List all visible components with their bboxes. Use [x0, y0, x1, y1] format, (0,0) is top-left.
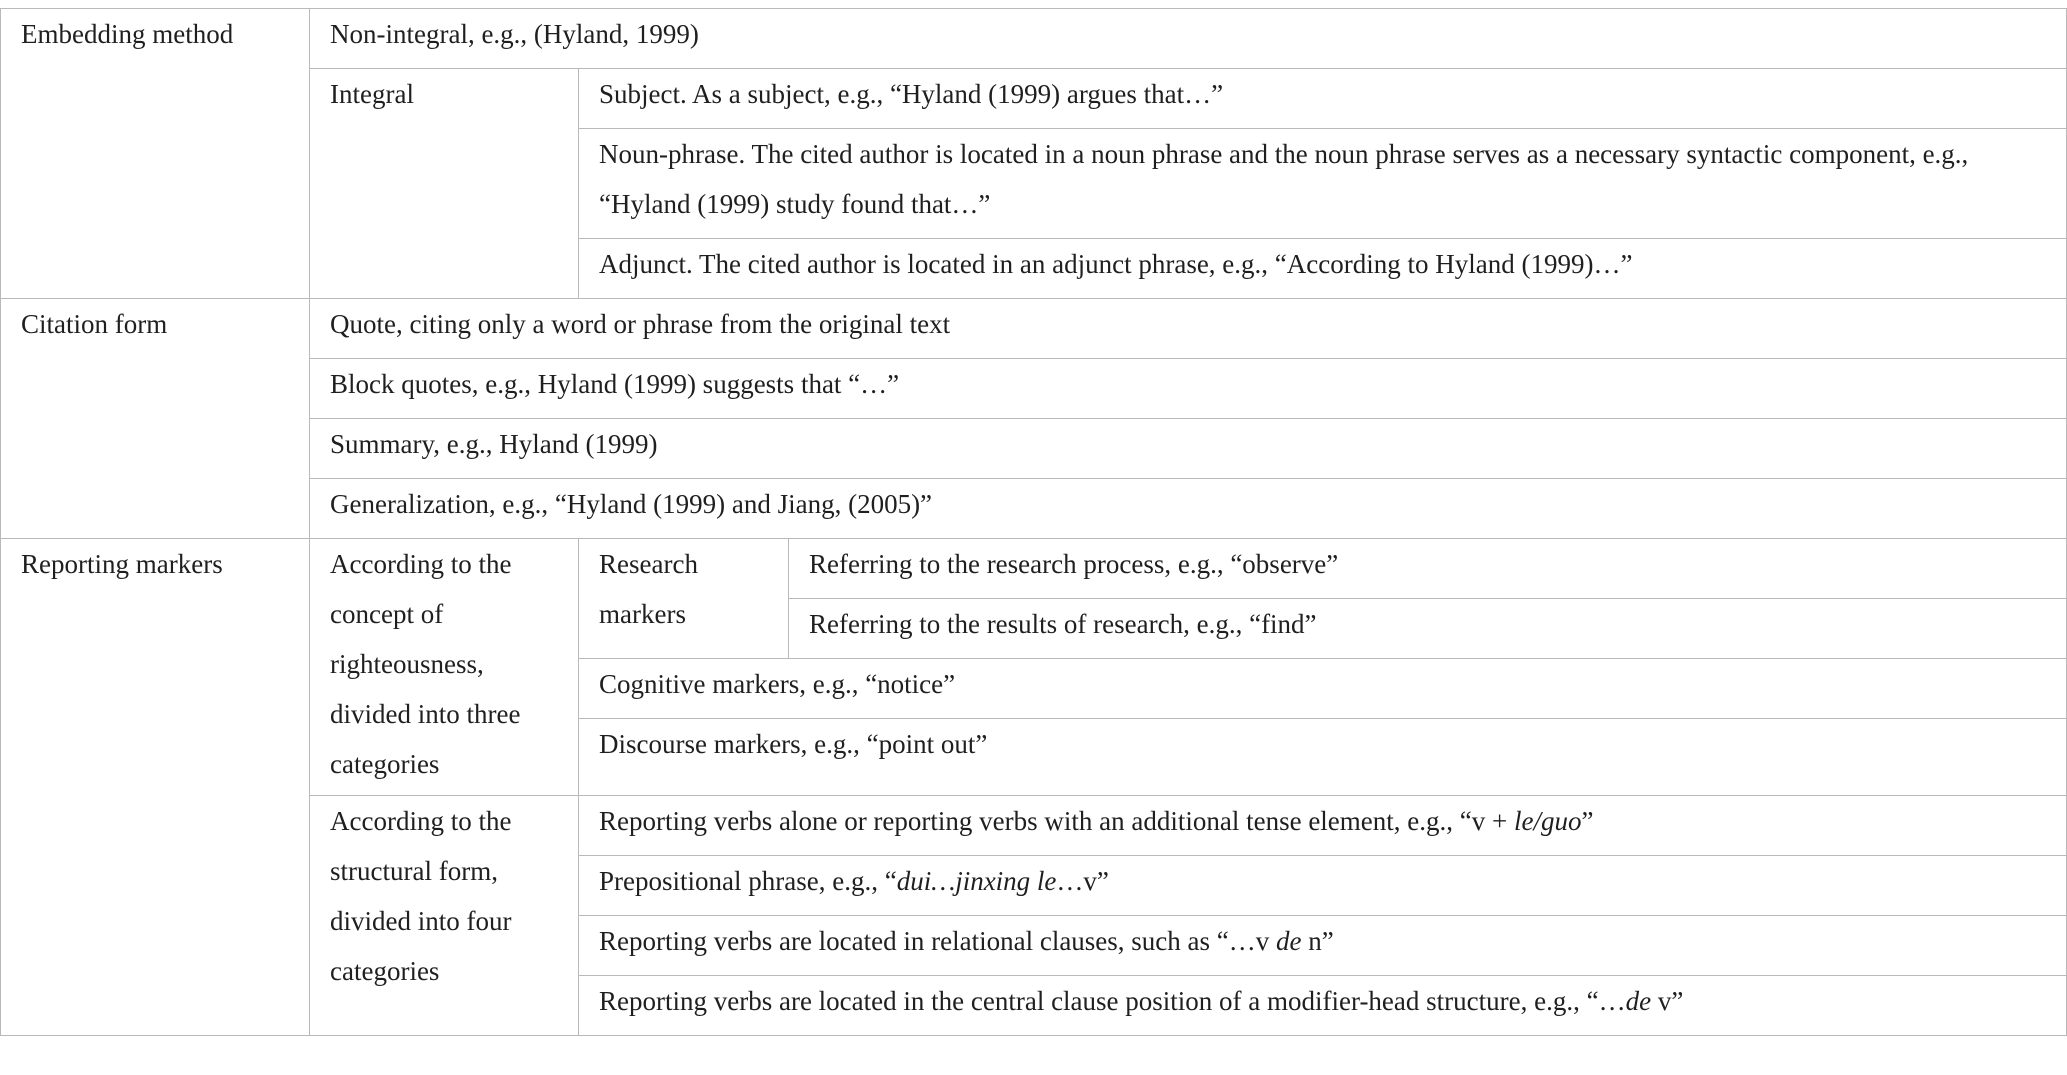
quote-text: Quote, citing only a word or phrase from the original text: [330, 309, 951, 339]
subject-cell: [579, 69, 2067, 129]
research-process-cell: [789, 539, 2067, 599]
category-reporting-markers: [1, 539, 310, 1036]
summary-text: Summary, e.g., Hyland (1999): [330, 429, 658, 459]
central-clause-cell: [579, 976, 2067, 1036]
research-results-text: Referring to the results of research, e.g., “find”: [809, 609, 1317, 639]
discourse-text: Discourse markers, e.g., “point out”: [599, 729, 988, 759]
structural-label-cell: [310, 796, 579, 1036]
citation-classification-table: [0, 8, 2067, 1036]
cognitive-cell: [579, 659, 2067, 719]
table-row: [1, 299, 2067, 359]
non-integral-cell: [310, 9, 2067, 69]
generalization-text: Generalization, e.g., “Hyland (1999) and Jiang, (2005)”: [330, 489, 933, 519]
block-quotes-text: Block quotes, e.g., Hyland (1999) suggests that “…”: [330, 369, 900, 399]
table-row: [1, 69, 2067, 129]
noun-phrase-cell: [579, 129, 2067, 239]
relational-text: Reporting verbs are located in relational clauses, such as “…v: [599, 926, 1277, 956]
category-label: Reporting markers: [21, 549, 223, 579]
concept-label-text: According to the concept of righteousness, divided into three categories: [330, 549, 521, 779]
non-integral-text: Non-integral, e.g., (Hyland, 1999): [330, 19, 699, 49]
relational-end: n”: [1301, 926, 1334, 956]
generalization-cell: [310, 479, 2067, 539]
category-citation-form: [1, 299, 310, 539]
prepositional-text: Prepositional phrase, e.g., “: [599, 866, 897, 896]
integral-label: Integral: [330, 79, 414, 109]
table-row: [1, 359, 2067, 419]
relational-cell: [579, 916, 2067, 976]
table-row: [1, 419, 2067, 479]
central-clause-text: Reporting verbs are located in the central clause position of a modifier-head structure, e.g., “…: [599, 986, 1626, 1016]
central-clause-end: v”: [1651, 986, 1684, 1016]
category-label: Embedding method: [21, 19, 234, 49]
table-row: [1, 9, 2067, 69]
relational-italic: de: [1276, 926, 1302, 956]
verbs-alone-end: ”: [1581, 806, 1594, 836]
discourse-cell: [579, 719, 2067, 796]
verbs-alone-italic: le/guo: [1513, 806, 1582, 836]
verbs-alone-text: Reporting verbs alone or reporting verbs with an additional tense element, e.g., “v +: [599, 806, 1514, 836]
verbs-alone-cell: [579, 796, 2067, 856]
central-clause-italic: de: [1625, 986, 1652, 1016]
noun-phrase-text: Noun-phrase. The cited author is located in a noun phrase and the noun phrase serves as a necessary syntactic component, e.g., “Hyland (1999) study found that…”: [599, 139, 1969, 219]
integral-cell: [310, 69, 579, 299]
adjunct-text: Adjunct. The cited author is located in an adjunct phrase, e.g., “According to Hyland (1999)…”: [599, 249, 1633, 279]
summary-cell: [310, 419, 2067, 479]
cognitive-text: Cognitive markers, e.g., “notice”: [599, 669, 956, 699]
prepositional-cell: [579, 856, 2067, 916]
research-results-cell: [789, 599, 2067, 659]
concept-label-cell: [310, 539, 579, 796]
subject-text: Subject. As a subject, e.g., “Hyland (1999) argues that…”: [599, 79, 1224, 109]
prepositional-end: …v”: [1056, 866, 1109, 896]
category-label: Citation form: [21, 309, 168, 339]
adjunct-cell: [579, 239, 2067, 299]
research-process-text: Referring to the research process, e.g., “observe”: [809, 549, 1339, 579]
table-row: [1, 796, 2067, 856]
research-markers-cell: [579, 539, 789, 659]
structural-label-text: According to the structural form, divided into four categories: [330, 806, 512, 986]
table-row: [1, 479, 2067, 539]
quote-cell: [310, 299, 2067, 359]
prepositional-italic: dui…jinxing le: [896, 866, 1057, 896]
research-markers-text: Research markers: [599, 549, 698, 629]
block-quotes-cell: [310, 359, 2067, 419]
table-row: [1, 539, 2067, 599]
category-embedding-method: [1, 9, 310, 299]
